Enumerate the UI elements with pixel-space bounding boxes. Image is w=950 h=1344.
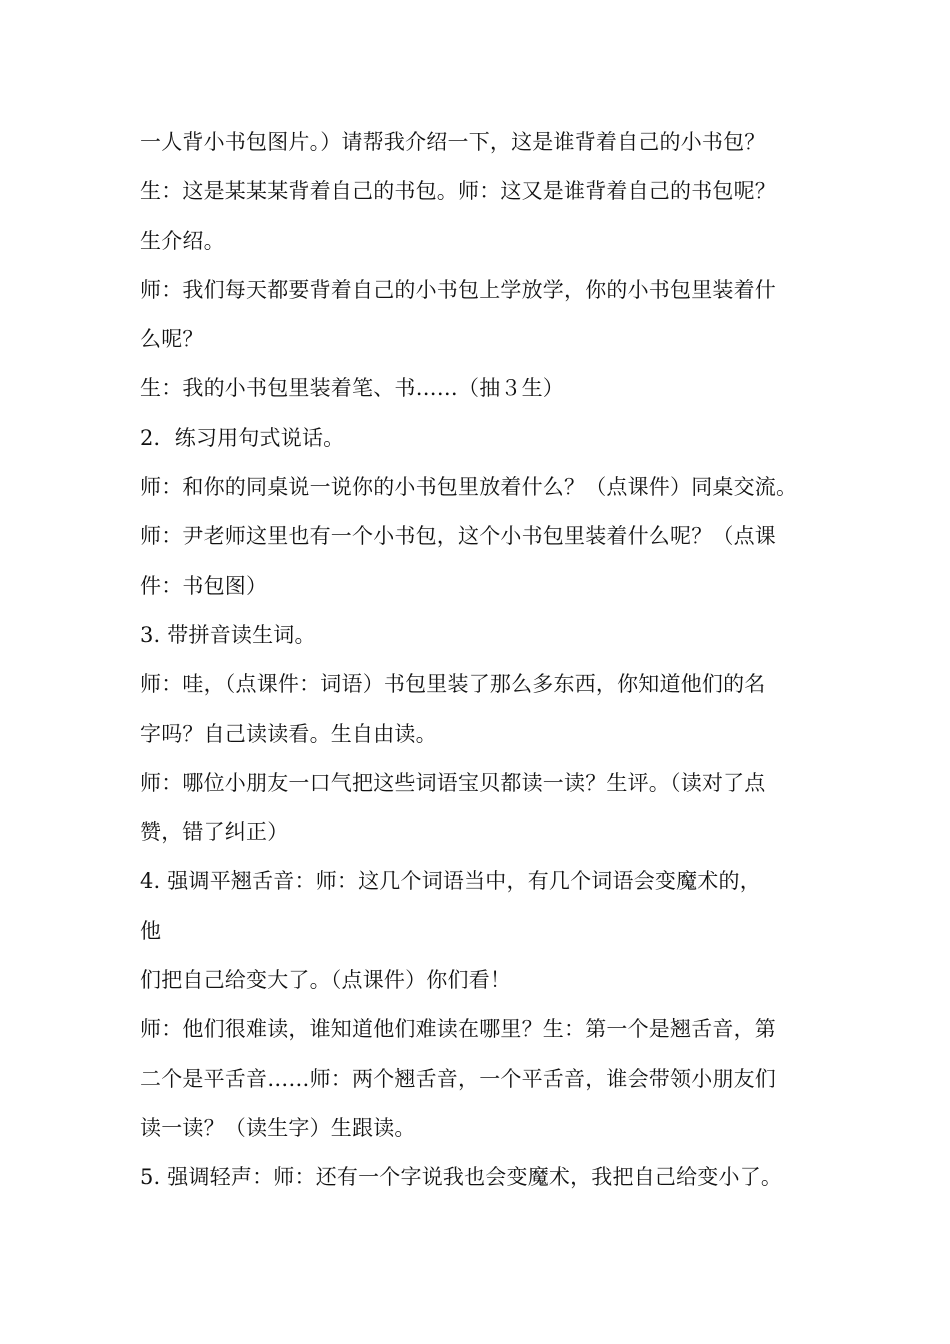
text-line: 师：尹老师这里也有一个小书包，这个小书包里装着什么呢？（点课	[140, 524, 776, 549]
text-line: 师：我们每天都要背着自己的小书包上学放学，你的小书包里装着什	[140, 277, 776, 302]
text-line: 2．练习用句式说话。	[140, 425, 345, 450]
text-line: 4. 强调平翘舌音：师：这几个词语当中，有几个词语会变魔术的，	[140, 869, 761, 894]
text-line: 师：他们很难读，谁知道他们难读在哪里？生：第一个是翘舌音，第	[140, 1017, 776, 1042]
text-line: 5. 强调轻声：师：还有一个字说我也会变魔术，我把自己给变小了。	[140, 1165, 783, 1190]
text-line: 生介绍。	[140, 228, 225, 253]
text-line: 读一读？（读生字）生跟读。	[140, 1115, 416, 1140]
text-line: 师：哪位小朋友一口气把这些词语宝贝都读一读？生评。（读对了点	[140, 770, 766, 795]
text-line: 么呢？	[140, 327, 204, 352]
text-line: 师：哇，（点课件：词语）书包里装了那么多东西，你知道他们的名	[140, 672, 766, 697]
text-line: 二个是平舌音……师：两个翘舌音，一个平舌音，谁会带领小朋友们	[140, 1066, 776, 1091]
document-body	[140, 118, 830, 1203]
text-line: 师：和你的同桌说一说你的小书包里放着什么？（点课件）同桌交流。	[140, 475, 798, 500]
text-line: 赞，错了纠正）	[140, 820, 289, 845]
text-line: 们把自己给变大了。（点课件）你们看！	[140, 968, 512, 993]
text-line: 生：我的小书包里装着笔、书……（抽３生）	[140, 376, 564, 401]
text-line: 一人背小书包图片。）请帮我介绍一下，这是谁背着自己的小书包？	[140, 130, 766, 154]
text-line: 生：这是某某某背着自己的书包。师：这又是谁背着自己的书包呢？	[140, 179, 776, 204]
text-line: 字吗？自己读读看。生自由读。	[140, 721, 437, 746]
text-line: 他	[140, 918, 162, 943]
text-line: 3. 带拼音读生词。	[140, 622, 316, 647]
text-line: 件：书包图）	[140, 573, 268, 598]
